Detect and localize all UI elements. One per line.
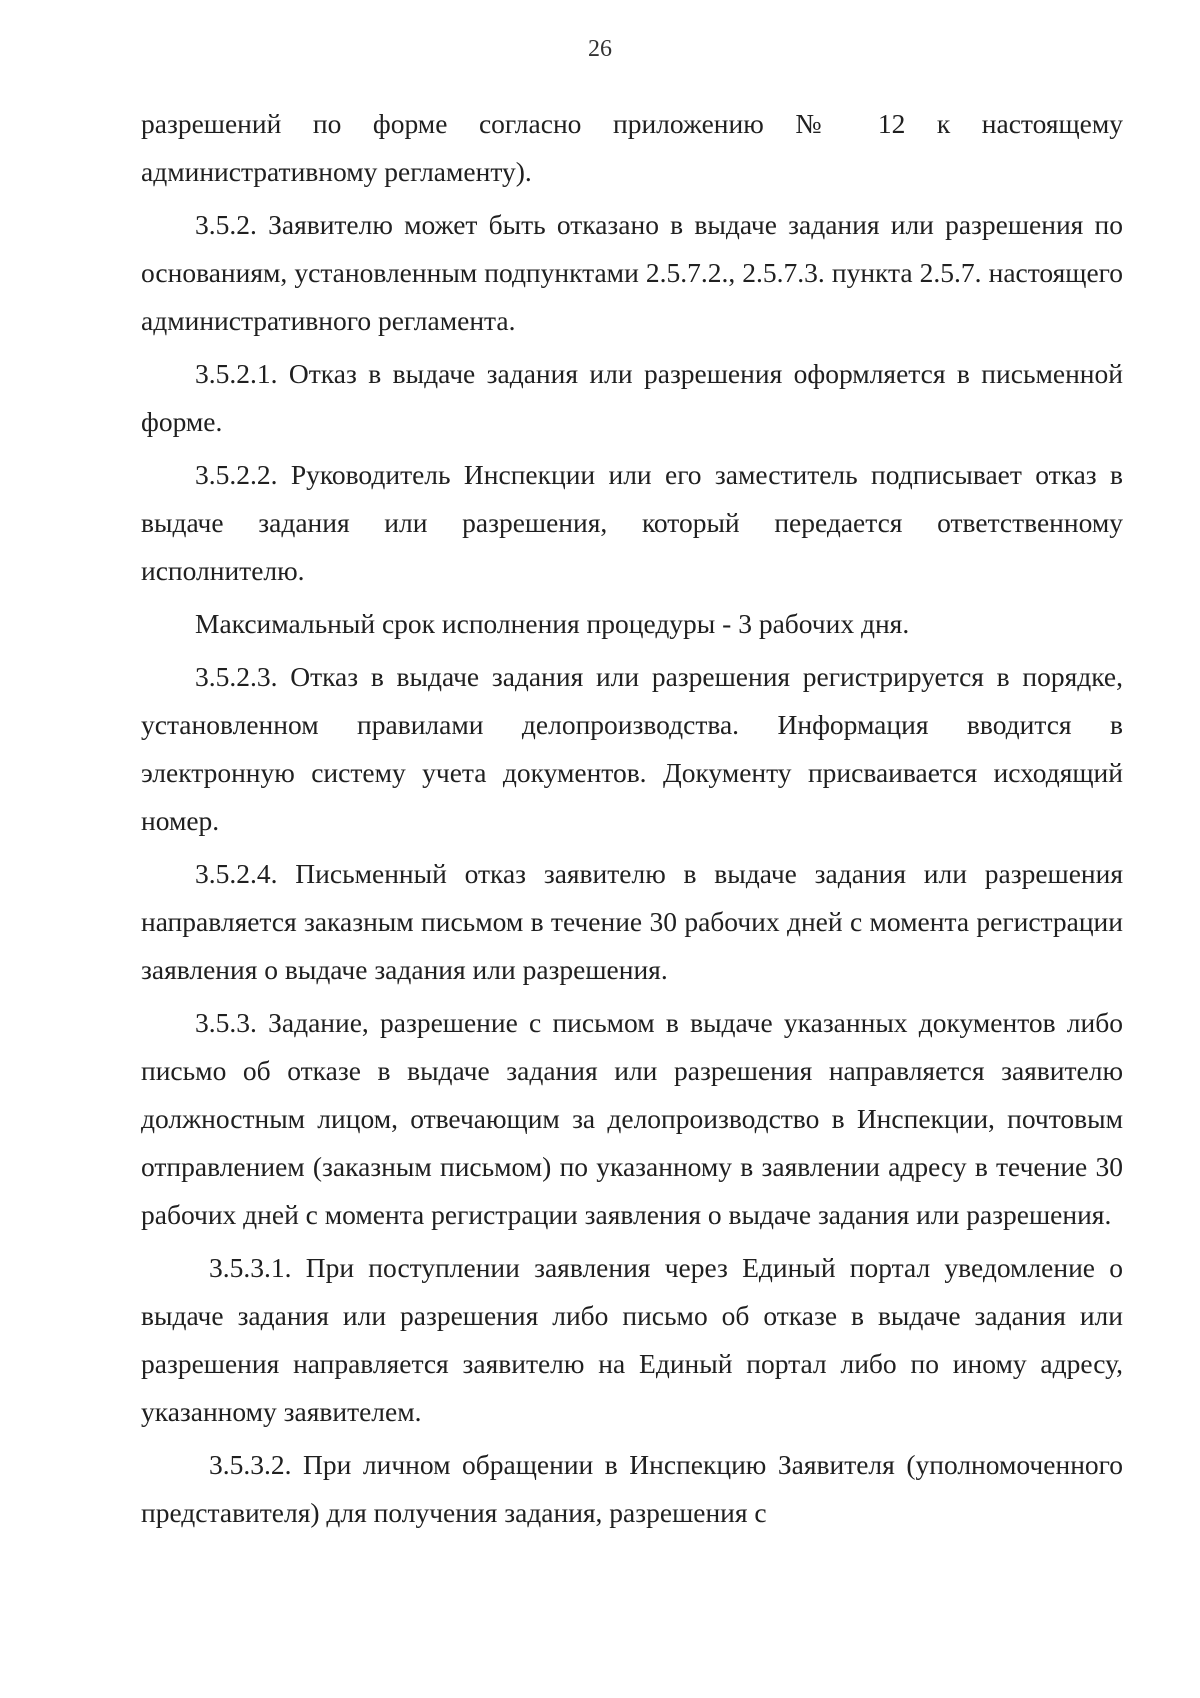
document-body [141, 100, 1123, 1542]
paragraph-3-5-3: 3.5.3. Задание, разрешение с письмом в выдаче указанных документов либо письмо об отказе в выдаче задания или разрешения направляется заявителю должностным лицом, отвечающим за делопроизводство в Инспекции, почтовым отправлением (заказным письмом) по указанному в заявлении адресу в течение 30 рабочих дней с момента регистрации заявления о выдаче задания или разрешения. [141, 1007, 1123, 1230]
paragraph-3-5-2: 3.5.2. Заявителю может быть отказано в выдаче задания или разрешения по основаниям, установленным подпунктами 2.5.7.2., 2.5.7.3. пункта 2.5.7. настоящего административного регламента. [141, 209, 1123, 336]
paragraph-3-5-2-3: 3.5.2.3. Отказ в выдаче задания или разрешения регистрируется в порядке, установленном правилами делопроизводства. Информация вводится в электронную систему учета документов. Документу присваивается исходящий номер. [141, 661, 1123, 836]
paragraph-3-5-3-2: 3.5.3.2. При личном обращении в Инспекцию Заявителя (уполномоченного представителя) для получения задания, разрешения с [141, 1449, 1123, 1528]
page-number: 26 [588, 36, 612, 62]
paragraph-3-5-2-1: 3.5.2.1. Отказ в выдаче задания или разрешения оформляется в письменной форме. [141, 358, 1123, 437]
paragraph-max-term: Максимальный срок исполнения процедуры - 3 рабочих дня. [195, 608, 910, 639]
paragraph-3-5-2-2: 3.5.2.2. Руководитель Инспекции или его заместитель подписывает отказ в выдаче задания или разрешения, который передается ответственному исполнителю. [141, 459, 1123, 586]
paragraph-continuation: разрешений по форме согласно приложению № 12 к настоящему административному регламенту). [141, 108, 1123, 187]
paragraph-3-5-3-1: 3.5.3.1. При поступлении заявления через Единый портал уведомление о выдаче задания или разрешения либо письмо об отказе в выдаче задания или разрешения направляется заявителю на Единый портал либо по иному адресу, указанному заявителем. [141, 1252, 1123, 1427]
paragraph-3-5-2-4: 3.5.2.4. Письменный отказ заявителю в выдаче задания или разрешения направляется заказным письмом в течение 30 рабочих дней с момента регистрации заявления о выдаче задания или разрешения. [141, 858, 1123, 985]
